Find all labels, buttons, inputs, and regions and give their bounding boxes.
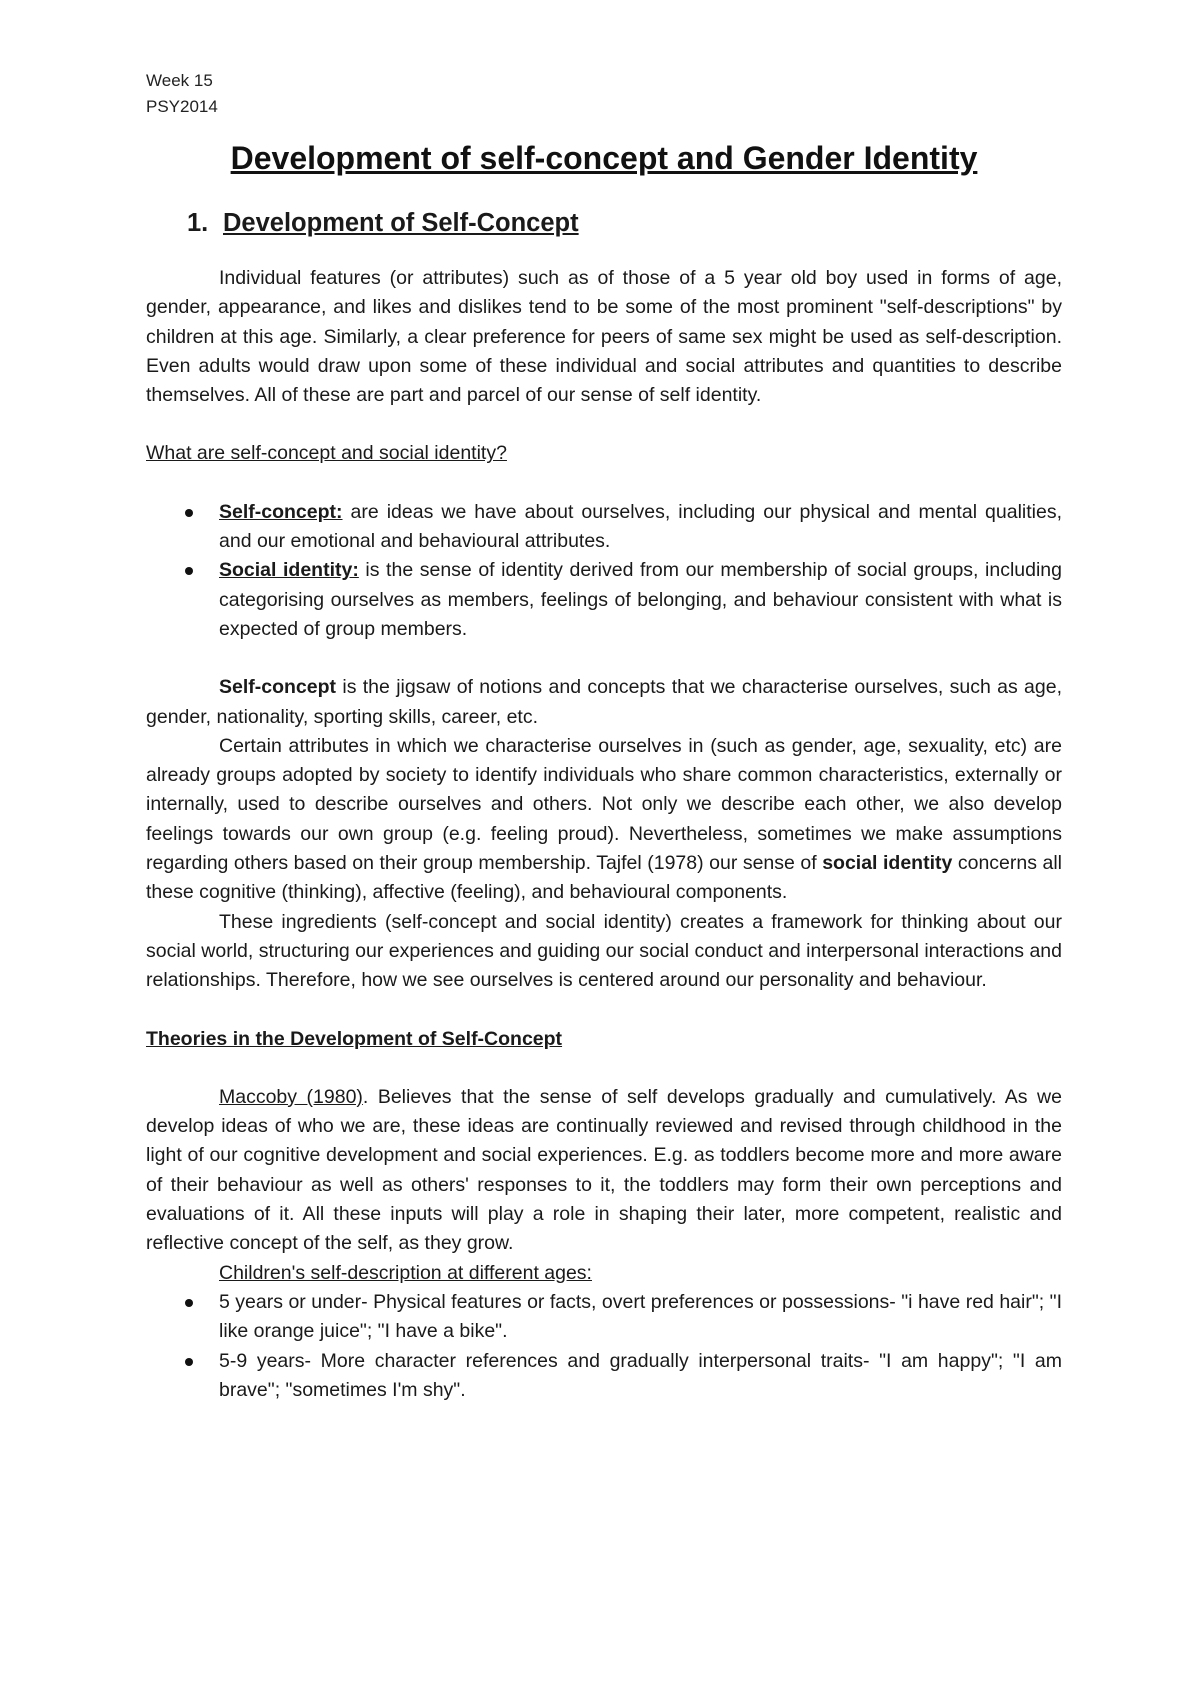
definition-text: is the sense of identity derived from our membership of social groups, including categorising ourselves as members, feelings of belonging, and behaviour consistent with what is expected of group members. xyxy=(219,559,1062,640)
definition-list xyxy=(146,498,1062,644)
maccoby-paragraph xyxy=(146,1083,1062,1259)
definition-term: Social identity: xyxy=(219,559,359,582)
section-title: Development of Self-Concept xyxy=(223,209,579,237)
selfconcept-paragraph xyxy=(146,673,1062,732)
selfconcept-term: Self-concept xyxy=(219,676,337,699)
intro-paragraph: Individual features (or attributes) such as of those of a 5 year old boy used in forms of age, gender, appearance, and likes and dislikes tend to be some of the most prominent "self-descriptions" by children at this age. Similarly, a clear preference for peers of same sex might be used as self-description. Even adults would draw upon some of these individual and social attributes and quantities to describe themselves. All of these are part and parcel of our sense of self identity. xyxy=(146,267,1062,407)
list-item xyxy=(146,1288,1062,1347)
bullet-icon xyxy=(185,1299,193,1307)
section-heading xyxy=(146,206,1062,240)
document-title: Development of self-concept and Gender Identity xyxy=(230,140,978,176)
section-number: 1. xyxy=(187,209,209,237)
bullet-icon xyxy=(185,509,193,517)
attributes-text-after: concerns all these cognitive (thinking), affective (feeling), and behavioural components. xyxy=(146,852,1063,904)
attributes-text-before: Certain attributes in which we characterise ourselves in (such as gender, age, sexuality, etc) are already groups adopted by society to identify individuals who share common characteristics, externally or internally, used to describe ourselves and others. Not only we describe each other, we also develop feelings towards our own group (e.g. feeling proud). Nevertheless, sometimes we make assumptions regarding others based on their group membership. Tajfel (1978) our sense of xyxy=(146,734,1062,875)
maccoby-reference: Maccoby (1980) xyxy=(219,1085,363,1108)
ages-heading: Children's self-description at different ages: xyxy=(219,1261,592,1284)
list-item xyxy=(146,1347,1062,1406)
selfconcept-text: is the jigsaw of notions and concepts that we characterise ourselves, such as age, gender, nationality, sporting skills, career, etc. xyxy=(146,676,1062,728)
definition-text: are ideas we have about ourselves, including our physical and mental qualities, and our emotional and behavioural attributes. xyxy=(219,500,1062,553)
ages-list xyxy=(146,1288,1062,1405)
theories-heading: Theories in the Development of Self-Concept xyxy=(146,1027,563,1050)
age-description: 5 years or under- Physical features or facts, overt preferences or possessions- "i have red hair"; "I like orange juice"; "I have a bike". xyxy=(219,1290,1062,1343)
ingredients-paragraph: These ingredients (self-concept and social identity) creates a framework for thinking about our social world, structuring our experiences and guiding our social conduct and interpersonal interactions and relationships. Therefore, how we see ourselves is centered around our personality and behaviour. xyxy=(146,910,1062,992)
bullet-icon xyxy=(185,1358,193,1366)
course-code: PSY2014 xyxy=(146,97,218,116)
question-heading: What are self-concept and social identity? xyxy=(146,442,507,465)
social-identity-term: social identity xyxy=(822,852,953,875)
definition-term: Self-concept: xyxy=(219,500,343,523)
list-item xyxy=(146,498,1062,557)
week-label: Week 15 xyxy=(146,71,213,90)
list-item xyxy=(146,556,1062,644)
maccoby-text: . Believes that the sense of self develops gradually and cumulatively. As we develop ideas of who we are, these ideas are continually reviewed and revised through childhood in the light of our cognitive development and social experiences. E.g. as toddlers become more and more aware of their behaviour as well as others' responses to it, the toddlers may form their own perceptions and evaluations of it. All these inputs will play a role in shaping their later, more competent, realistic and reflective concept of the self, as they grow. xyxy=(146,1085,1062,1255)
attributes-paragraph xyxy=(146,732,1062,908)
age-description: 5-9 years- More character references and gradually interpersonal traits- "I am happy"; "I am brave"; "sometimes I'm shy". xyxy=(219,1349,1062,1401)
bullet-icon xyxy=(185,567,193,575)
